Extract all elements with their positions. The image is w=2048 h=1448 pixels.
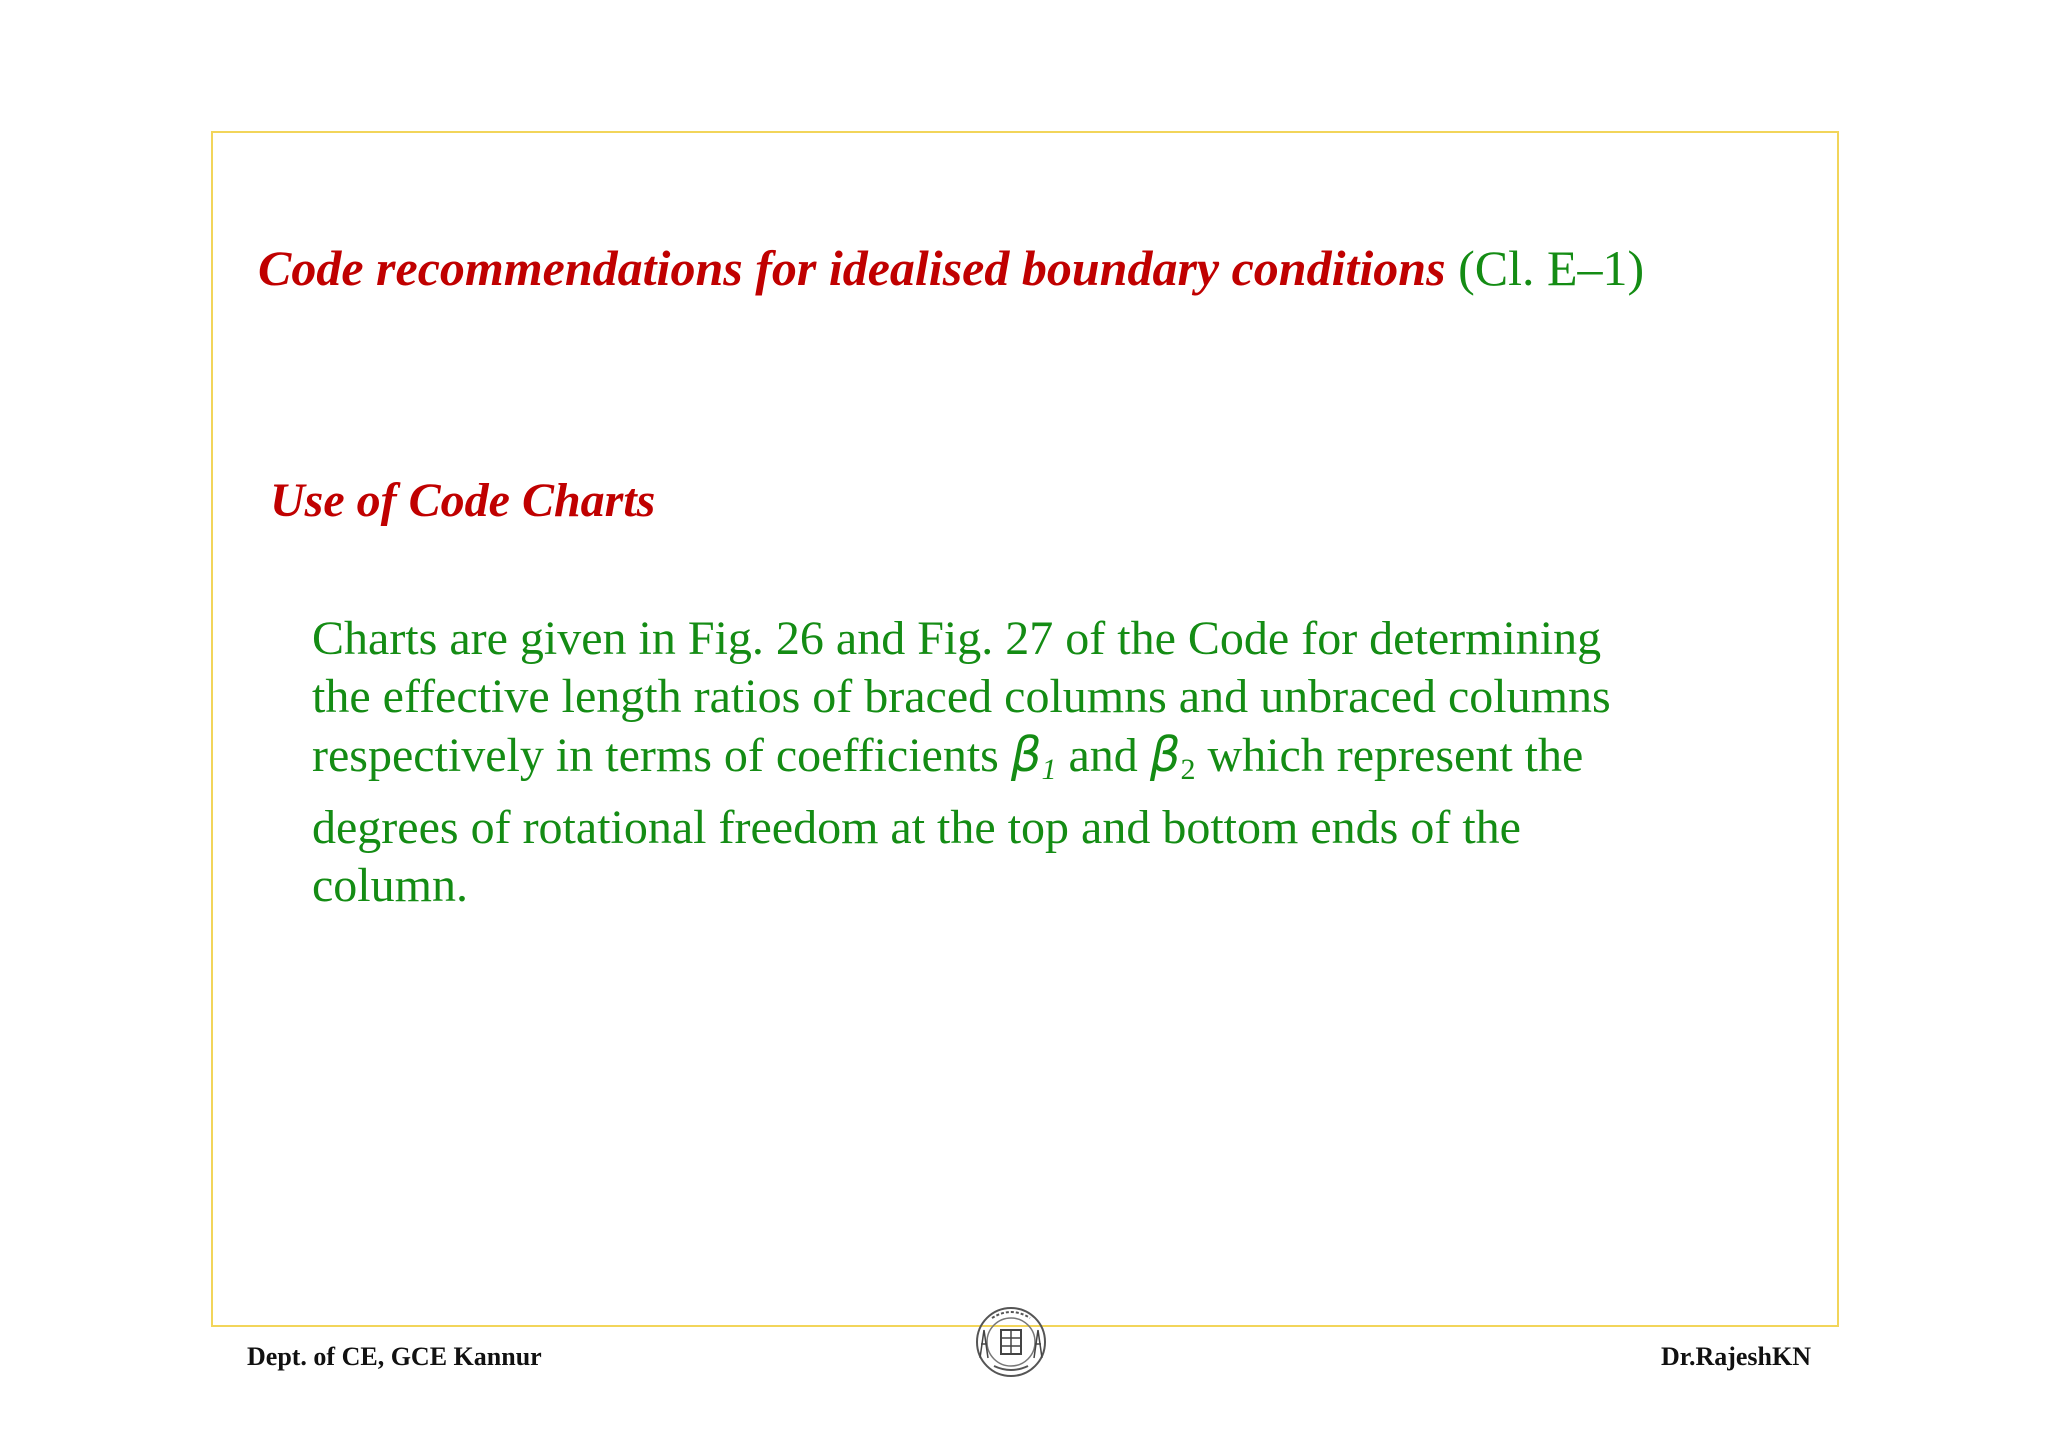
body-line-5: column. — [312, 859, 468, 912]
footer-divider-left — [211, 1325, 969, 1327]
beta1-symbol: β — [1010, 727, 1042, 783]
footer-divider-right — [1053, 1325, 1839, 1327]
body-paragraph — [312, 610, 1812, 915]
body-line-3-mid: and — [1056, 729, 1150, 782]
beta2-subscript: 2 — [1180, 753, 1196, 786]
body-line-3-post: which represent the — [1195, 729, 1584, 782]
body-line-1: Charts are given in Fig. 26 and Fig. 27 of the Code for determining — [312, 612, 1602, 665]
slide-title — [258, 232, 1644, 304]
beta1-subscript: 1 — [1041, 753, 1057, 786]
section-subtitle: Use of Code Charts — [270, 474, 656, 527]
slide-title-emphasis: Code recommendations for idealised boundary conditions — [258, 240, 1446, 296]
body-line-4: degrees of rotational freedom at the top and bottom ends of the — [312, 801, 1521, 854]
slide-title-clause: (Cl. E–1) — [1458, 240, 1645, 296]
beta2-symbol: β — [1149, 727, 1181, 783]
body-line-2: the effective length ratios of braced columns and unbraced columns — [312, 670, 1611, 723]
body-line-3-pre: respectively in terms of coefficients — [312, 729, 1011, 782]
college-seal-icon — [972, 1300, 1050, 1384]
footer-department: Dept. of CE, GCE Kannur — [247, 1342, 542, 1371]
footer-author: Dr.RajeshKN — [1661, 1342, 1811, 1371]
